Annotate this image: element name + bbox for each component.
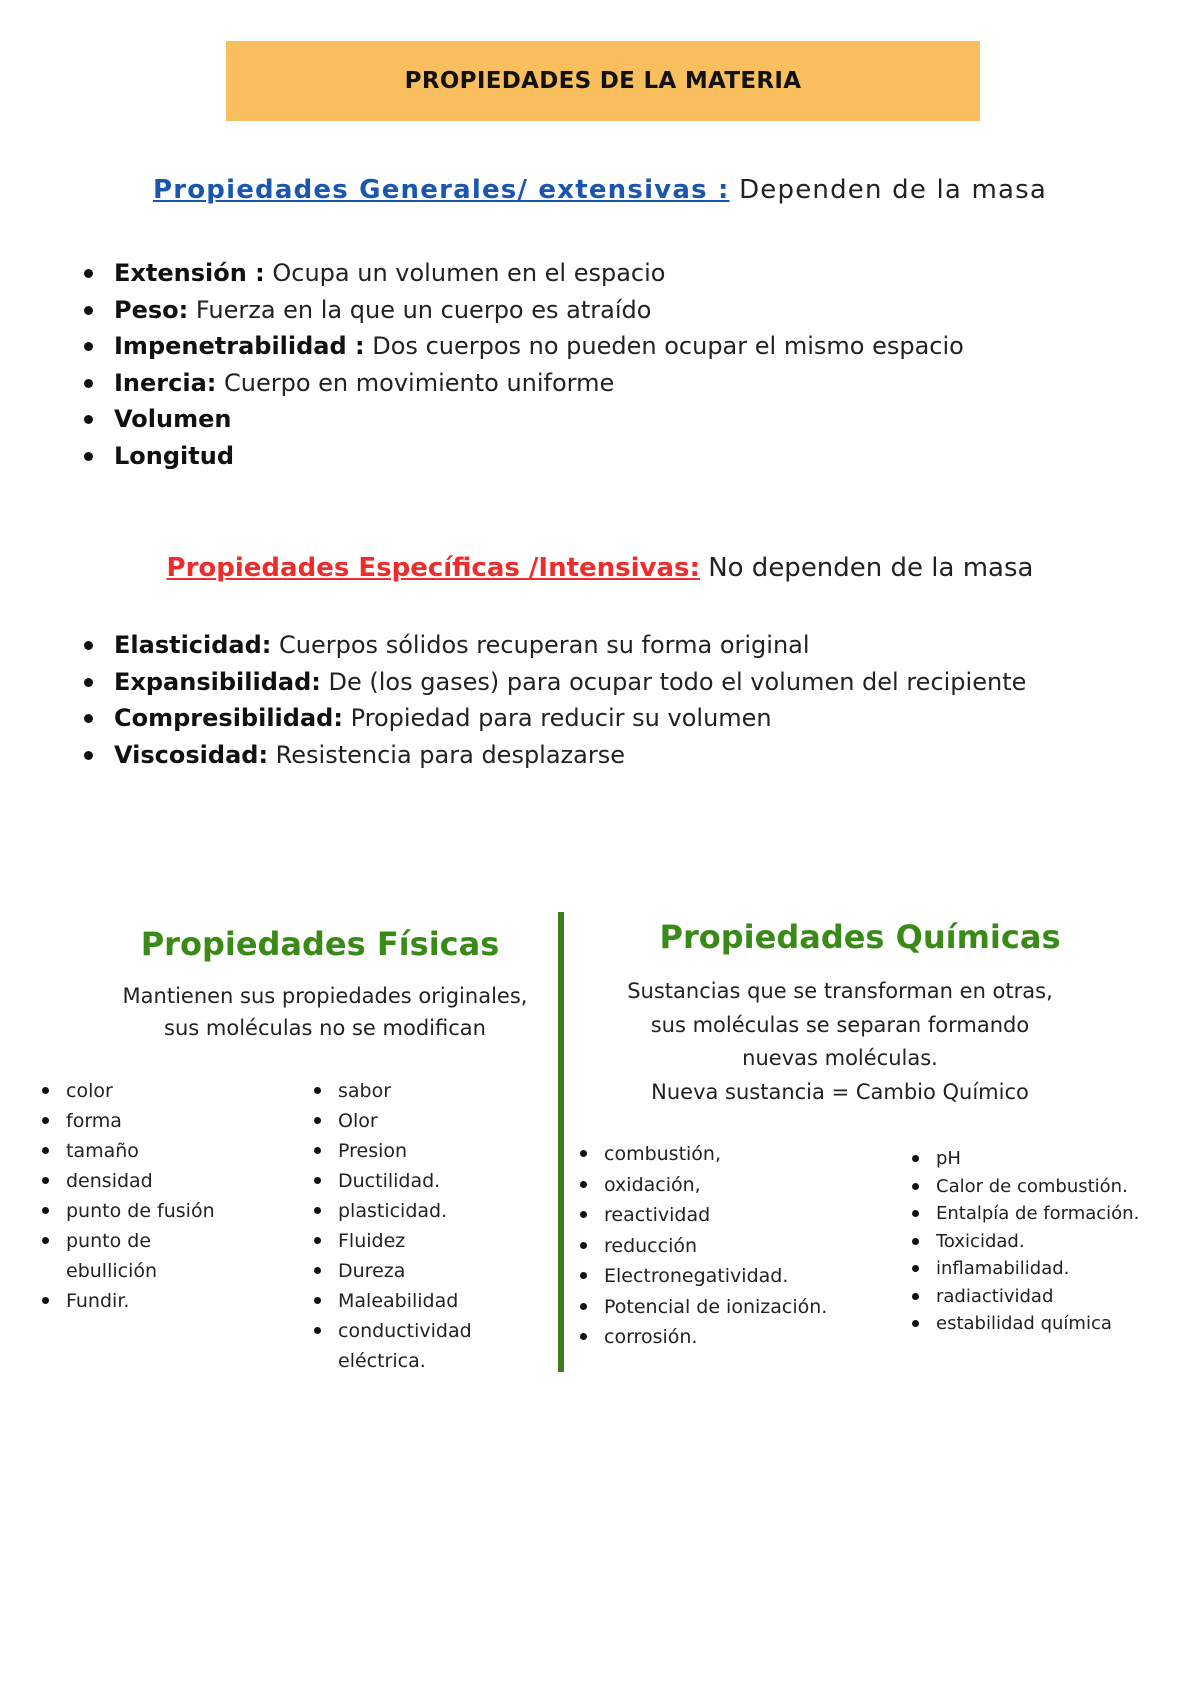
fisicas-list-1 bbox=[36, 1076, 256, 1316]
item-term: Viscosidad: bbox=[114, 740, 269, 769]
fisicas-description bbox=[90, 980, 560, 1044]
list-item: Dureza bbox=[308, 1256, 508, 1286]
fisicas-title: Propiedades Físicas bbox=[140, 925, 500, 963]
list-item bbox=[0, 328, 964, 365]
item-term: Compresibilidad: bbox=[114, 704, 343, 733]
list-item bbox=[0, 255, 964, 292]
item-text: Dos cuerpos no pueden ocupar el mismo espacio bbox=[364, 332, 964, 361]
list-item bbox=[0, 664, 1026, 701]
item-text: Propiedad para reducir su volumen bbox=[342, 704, 772, 733]
list-item: estabilidad química bbox=[906, 1310, 1196, 1338]
quimicas-description bbox=[590, 975, 1090, 1109]
column-divider bbox=[558, 912, 564, 1372]
generales-heading bbox=[0, 175, 1200, 205]
list-item: Olor bbox=[308, 1106, 508, 1136]
list-item bbox=[0, 737, 1026, 774]
list-item: Entalpía de formación. bbox=[906, 1200, 1196, 1228]
list-item: conductividad eléctrica. bbox=[308, 1316, 498, 1376]
especificas-list bbox=[0, 627, 1026, 773]
quimicas-description-line: Sustancias que se transforman en otras, bbox=[627, 979, 1053, 1003]
list-item: Maleabilidad bbox=[308, 1286, 508, 1316]
list-item: plasticidad. bbox=[308, 1196, 508, 1226]
fisicas-list-2 bbox=[308, 1076, 508, 1376]
quimicas-description-line: sus moléculas se separan formando bbox=[650, 1012, 1030, 1037]
item-text: Fuerza en la que un cuerpo es atraído bbox=[188, 295, 652, 324]
list-item: oxidación, bbox=[574, 1170, 874, 1201]
item-term: Extensión : bbox=[114, 259, 265, 287]
list-item: forma bbox=[36, 1106, 256, 1136]
list-item: Ductilidad. bbox=[308, 1166, 508, 1196]
title-banner bbox=[226, 41, 980, 121]
list-item: Electronegatividad. bbox=[574, 1261, 874, 1292]
item-text: Cuerpo en movimiento uniforme bbox=[216, 368, 615, 397]
list-item: color bbox=[36, 1076, 256, 1106]
especificas-description: No dependen de la masa bbox=[708, 553, 1034, 583]
fisicas-description-line: sus moléculas no se modifican bbox=[164, 1016, 486, 1040]
item-text: Resistencia para desplazarse bbox=[268, 740, 625, 769]
list-item bbox=[0, 627, 1026, 664]
quimicas-description-line: Nueva sustancia = Cambio Químico bbox=[651, 1079, 1029, 1104]
especificas-label: Propiedades Específicas /Intensivas: bbox=[166, 553, 700, 583]
generales-description: Dependen de la masa bbox=[739, 175, 1048, 205]
list-item: tamaño bbox=[36, 1136, 256, 1166]
list-item: pH bbox=[906, 1145, 1196, 1173]
list-item: corrosión. bbox=[574, 1322, 874, 1353]
item-term: Peso: bbox=[114, 295, 189, 324]
quimicas-list-1 bbox=[574, 1139, 874, 1353]
fisicas-description-line: Mantienen sus propiedades originales, bbox=[122, 984, 528, 1008]
list-item: Presion bbox=[308, 1136, 508, 1166]
list-item: Fundir. bbox=[36, 1286, 256, 1316]
item-term: Volumen bbox=[114, 405, 232, 434]
list-item: reactividad bbox=[574, 1200, 874, 1231]
list-item bbox=[0, 401, 964, 438]
generales-label: Propiedades Generales/ extensivas : bbox=[152, 175, 730, 205]
list-item bbox=[0, 438, 964, 475]
item-term: Expansibilidad: bbox=[114, 667, 321, 696]
especificas-heading bbox=[0, 553, 1200, 583]
item-text: Cuerpos sólidos recuperan su forma original bbox=[271, 631, 810, 659]
list-item: Fluidez bbox=[308, 1226, 508, 1256]
page-title: PROPIEDADES DE LA MATERIA bbox=[404, 68, 802, 94]
list-item: sabor bbox=[308, 1076, 508, 1106]
item-text: Ocupa un volumen en el espacio bbox=[264, 259, 666, 287]
list-item: radiactividad bbox=[906, 1283, 1196, 1311]
list-item bbox=[0, 292, 964, 329]
list-item: inflamabilidad. bbox=[906, 1255, 1196, 1283]
item-term: Longitud bbox=[114, 441, 235, 470]
list-item bbox=[0, 700, 1026, 737]
list-item: punto de ebullición bbox=[36, 1226, 186, 1286]
item-text: De (los gases) para ocupar todo el volumen del recipiente bbox=[320, 667, 1027, 696]
list-item: Potencial de ionización. bbox=[574, 1292, 874, 1323]
list-item: reducción bbox=[574, 1231, 874, 1262]
quimicas-description-line: nuevas moléculas. bbox=[742, 1046, 938, 1070]
item-term: Inercia: bbox=[114, 368, 217, 397]
list-item bbox=[0, 365, 964, 402]
list-item: densidad bbox=[36, 1166, 256, 1196]
quimicas-list-2 bbox=[906, 1145, 1196, 1338]
list-item: Calor de combustión. bbox=[906, 1173, 1196, 1201]
list-item: combustión, bbox=[574, 1139, 874, 1170]
item-term: Elasticidad: bbox=[114, 631, 272, 659]
item-term: Impenetrabilidad : bbox=[114, 332, 365, 361]
generales-list bbox=[0, 255, 964, 475]
list-item: Toxicidad. bbox=[906, 1228, 1196, 1256]
quimicas-title: Propiedades Químicas bbox=[659, 918, 1061, 956]
list-item: punto de fusión bbox=[36, 1196, 256, 1226]
